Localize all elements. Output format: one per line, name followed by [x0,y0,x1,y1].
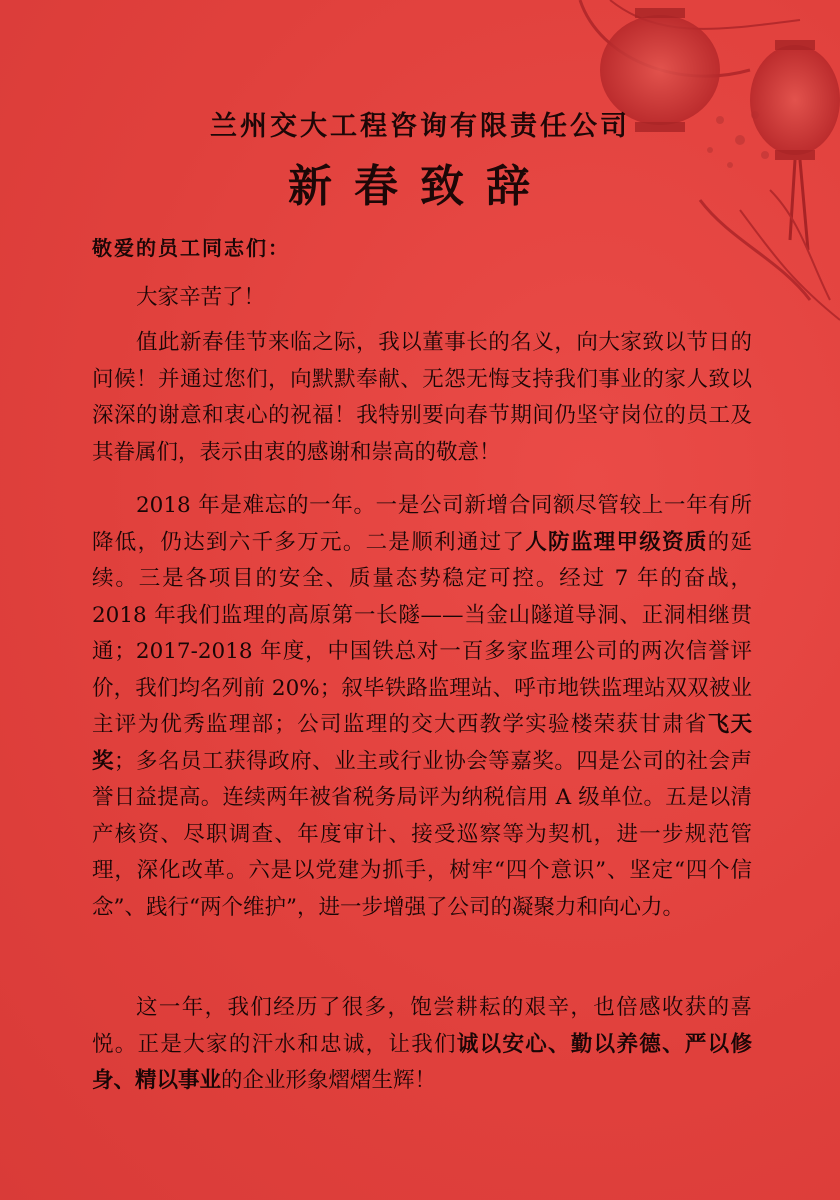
salutation: 敬爱的员工同志们： [92,236,290,260]
paragraph-greeting: 大家辛苦了！ [136,285,266,310]
achievements-text-1: 2018 年是难忘的一年。一是公司新增合同额尽管较上一年有所降低，仍达到六千多万元。二是顺利通过了 [92,493,752,555]
page-title: 新春致辞 [288,161,552,212]
achievements-text-3: ；多名员工获得政府、业主或行业协会等嘉奖。四是公司的社会声誉日益提高。连续两年被省税务局评为纳税信用 A 级单位。五是以清产核资、尽职调查、年度审计、接受巡察等为契机，进一步规范管理，深化改革。六是以党建为抓手，树牢“四个意识”、坚定“四个信念”、践行“两个维护”，进一步增强了公司的凝聚力和向心力。 [92,748,752,920]
paragraph-thanks: 值此新春佳节来临之际，我以董事长的名义，向大家致以节日的问候！并通过您们，向默默奉献、无怨无悔支持我们事业的家人致以深深的谢意和衷心的祝福！我特别要向春节期间仍坚守岗位的员工及其眷属们，表示由衷的感谢和崇高的敬意！ [92,330,752,465]
highlight-award: 飞天奖 [92,712,752,774]
highlight-qualification: 人防监理甲级资质 [525,529,708,555]
reflection-text-1: 这一年，我们经历了很多，饱尝耕耘的艰辛，也倍感收获的喜悦。正是大家的汗水和忠诚，让我们 [92,995,752,1057]
company-name: 兰州交大工程咨询有限责任公司 [210,111,630,142]
achievements-text-2: 的延续。三是各项目的安全、质量态势稳定可控。经过 7 年的奋战，2018 年我们监理的高原第一长隧——当金山隧道导洞、正洞相继贯通；2017-2018 年度，中国铁总对一百多家监理公司的两次信誉评价，我们均名列前 20%；叙毕铁路监理站、呼市地铁监理站双双被业主评为优秀监理部；公司监理的交大西教学实验楼荣获甘肃省 [92,529,752,737]
reflection-text-2: 的企业形象熠熠生辉！ [221,1068,437,1093]
paragraph-reflection [92,990,752,1100]
paragraph-achievements [92,488,752,926]
highlight-motto: 诚以安心、勤以养德、严以修身、精以事业 [92,1031,752,1093]
